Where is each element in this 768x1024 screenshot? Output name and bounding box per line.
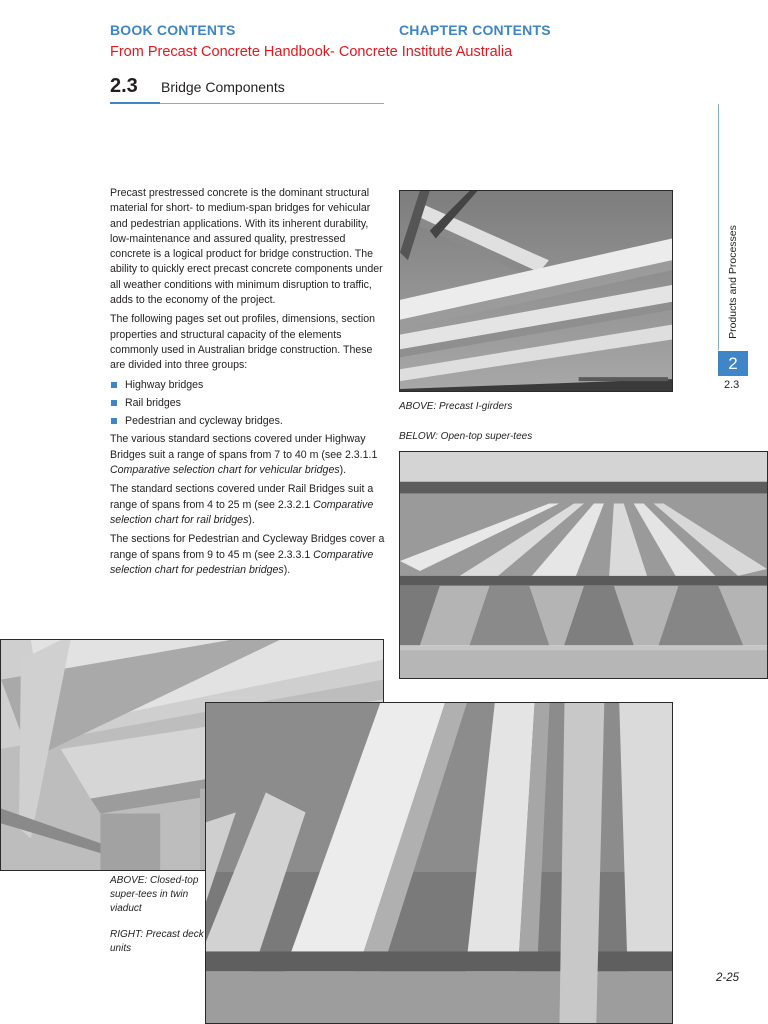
document-subtitle: From Precast Concrete Handbook- Concrete Institute Australia [110, 44, 513, 60]
paragraph-intro: Precast prestressed concrete is the dominant structural material for short- to medium-span bridges for vehicular and pedestrian applications. With its inherent durability, low-maintenance and assured quality, prestressed concrete is a logical product for bridge construction. The ability to quickly erect precast concrete components under all weather conditions with minimum disruption to traffic, adds to the economy of the project. [110, 187, 383, 307]
section-number: 2.3 [110, 75, 138, 97]
highway-chart-reference[interactable]: Comparative selection chart for vehicular bridges [110, 464, 340, 477]
list-item: Rail bridges [110, 396, 386, 411]
square-bullet-icon [111, 418, 117, 424]
pedestrian-chart-reference[interactable]: Comparative selection chart for pedestrian bridges [110, 548, 374, 576]
caption-deck-units: RIGHT: Precast deck units [110, 929, 204, 954]
bridge-groups-list [110, 378, 386, 430]
sidebar-section-number: 2.3 [724, 379, 740, 391]
photo-precast-i-girders [399, 190, 673, 392]
page-number: 2-25 [716, 972, 740, 984]
square-bullet-icon [111, 382, 117, 388]
book-contents-link[interactable]: BOOK CONTENTS [110, 22, 236, 38]
caption-closed-top-super-tees: ABOVE: Closed-top super-tees in twin viaduct [110, 875, 199, 914]
chapter-tab[interactable]: 2 [718, 351, 748, 376]
chapter-contents-link[interactable]: CHAPTER CONTENTS [399, 22, 551, 38]
paragraph-highway: The various standard sections covered under Highway Bridges suit a range of spans from 7 to 40 m (see 2.3.1.1 Comparative selection chart for vehicular bridges). [110, 433, 378, 477]
section-rule [160, 103, 384, 104]
rail-chart-reference[interactable]: Comparative selection chart for rail bridges [110, 498, 374, 526]
list-item: Pedestrian and cycleway bridges. [110, 414, 386, 429]
caption-open-top-supertees: BELOW: Open-top super-tees [399, 431, 533, 442]
paragraph-groups: The following pages set out profiles, dimensions, section properties and structural capacity of the elements commonly used in Australian bridge construction. These are divided into three groups: [110, 313, 375, 372]
sidebar-line [718, 104, 719, 350]
sidebar-chapter-label: Products and Processes [727, 225, 739, 339]
square-bullet-icon [111, 400, 117, 406]
body-text [110, 186, 386, 582]
photo-open-top-super-tees [399, 451, 768, 679]
paragraph-rail: The standard sections covered under Rail Bridges suit a range of spans from 4 to 25 m (see 2.3.2.1 Comparative selection chart for rail bridges). [110, 483, 374, 526]
photo-precast-deck-units [205, 702, 673, 1024]
section-rule-accent [110, 102, 160, 104]
caption-i-girders: ABOVE: Precast I-girders [399, 401, 513, 412]
section-title: Bridge Components [161, 79, 285, 95]
paragraph-pedestrian: The sections for Pedestrian and Cycleway Bridges cover a range of spans from 9 to 45 m (see 2.3.3.1 Comparative selection chart for pedestrian bridges). [110, 533, 385, 576]
list-item: Highway bridges [110, 378, 386, 393]
